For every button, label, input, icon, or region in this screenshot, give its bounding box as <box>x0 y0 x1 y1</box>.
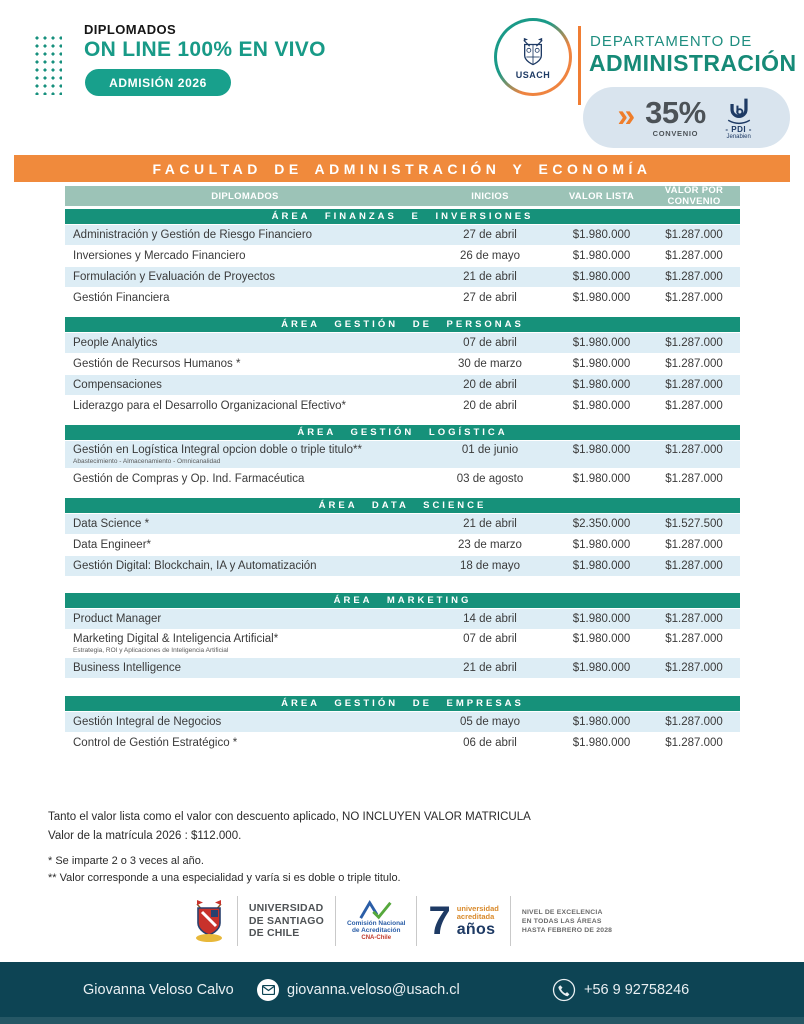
start-date: 20 de abril <box>463 379 517 391</box>
list-price: $1.980.000 <box>572 737 631 749</box>
start-date: 26 de mayo <box>459 250 521 262</box>
list-price: $1.980.000 <box>572 271 631 283</box>
admission-badge <box>85 69 231 96</box>
convenio-price: $1.527.500 <box>665 518 723 530</box>
list-price: $1.980.000 <box>572 358 631 370</box>
usach-logo <box>494 18 572 96</box>
table-row <box>65 630 740 657</box>
list-price: $1.980.000 <box>572 400 631 412</box>
program-name-cell <box>65 400 425 413</box>
start-date: 23 de marzo <box>458 539 522 551</box>
excellence-note <box>510 896 623 946</box>
accredited-years <box>416 896 509 946</box>
program-name-cell <box>65 737 425 750</box>
discount-badge <box>583 87 790 148</box>
list-price: $1.980.000 <box>572 662 631 674</box>
department-kicker: DEPARTAMENTO DE <box>590 33 753 50</box>
program-name: Control de Gestión Estratégico * <box>73 736 238 749</box>
kicker-title: DIPLOMADOS <box>84 22 177 37</box>
program-name-cell <box>65 229 425 242</box>
table-row <box>65 441 740 468</box>
program-name: Gestión Integral de Negocios <box>73 715 222 728</box>
section-title: ÁREA MARKETING <box>65 593 740 608</box>
convenio-price: $1.287.000 <box>665 716 723 728</box>
program-name-cell <box>65 539 425 552</box>
list-price: $2.350.000 <box>572 518 631 530</box>
table-section <box>65 209 740 308</box>
program-name: Gestión de Recursos Humanos * <box>73 357 241 370</box>
start-date: 30 de marzo <box>458 358 522 370</box>
table-section <box>65 498 740 576</box>
table-row <box>65 246 740 266</box>
university-name <box>237 896 335 946</box>
start-date: 07 de abril <box>463 337 517 349</box>
table-row <box>65 658 740 678</box>
program-name: Data Engineer* <box>73 538 151 551</box>
convenio-price: $1.287.000 <box>665 379 723 391</box>
program-name: Marketing Digital & Inteligencia Artificial* <box>73 633 279 645</box>
list-price: $1.980.000 <box>572 229 631 241</box>
contact-phone: +56 9 92758246 <box>584 981 690 998</box>
program-name: Gestión Financiera <box>73 291 170 304</box>
table-row <box>65 733 740 753</box>
table-row <box>65 333 740 353</box>
table-row <box>65 225 740 245</box>
program-name-cell <box>65 518 425 531</box>
start-date: 03 de agosto <box>456 473 524 485</box>
partner-name: - PDI - <box>725 124 752 134</box>
note-line: Valor de la matrícula 2026 : $112.000. <box>48 830 242 842</box>
program-name-cell <box>65 337 425 350</box>
program-name: Gestión Digital: Blockchain, IA y Automatización <box>73 559 317 572</box>
table-section <box>65 593 740 678</box>
start-date: 07 de abril <box>463 633 517 645</box>
list-price: $1.980.000 <box>572 716 631 728</box>
list-price: $1.980.000 <box>572 444 631 456</box>
convenio-price: $1.287.000 <box>665 560 723 572</box>
convenio-price: $1.287.000 <box>665 662 723 674</box>
list-price: $1.980.000 <box>572 337 631 349</box>
convenio-price: $1.287.000 <box>665 337 723 349</box>
convenio-price: $1.287.000 <box>665 358 723 370</box>
program-name-cell <box>65 292 425 305</box>
program-name-cell <box>65 271 425 284</box>
contact-email: giovanna.veloso@usach.cl <box>287 981 460 998</box>
admission-badge-label: ADMISIÓN 2026 <box>109 75 207 90</box>
university-name-line: UNIVERSIDAD <box>248 902 324 915</box>
list-price: $1.980.000 <box>572 539 631 551</box>
program-name-cell <box>65 441 425 466</box>
footnotes <box>48 808 531 887</box>
list-price: $1.980.000 <box>572 473 631 485</box>
discount-percent: 35% <box>645 95 706 130</box>
table-row <box>65 514 740 534</box>
excellence-line: NIVEL DE EXCELENCIA <box>521 908 603 916</box>
table-header-row <box>65 186 740 206</box>
cna-logo <box>335 896 417 946</box>
table-row <box>65 535 740 555</box>
discount-percent-block <box>645 97 706 138</box>
usach-crest-icon <box>518 35 548 69</box>
program-name-cell <box>65 630 425 655</box>
university-shield-icon <box>192 898 226 944</box>
program-name-cell <box>65 379 425 392</box>
contact-bar <box>0 962 804 1024</box>
list-price: $1.980.000 <box>572 379 631 391</box>
contact-phone-group <box>552 962 689 1017</box>
faculty-banner-title: FACULTAD DE ADMINISTRACIÓN Y ECONOMÍA <box>152 160 652 177</box>
contact-name: Giovanna Veloso Calvo <box>83 981 234 998</box>
faculty-banner <box>14 155 790 182</box>
start-date: 27 de abril <box>463 229 517 241</box>
cna-label-line: Comisión Nacional <box>346 919 406 927</box>
convenio-price: $1.287.000 <box>665 737 723 749</box>
start-date: 27 de abril <box>463 292 517 304</box>
convenio-price: $1.287.000 <box>665 271 723 283</box>
program-name: Compensaciones <box>73 378 162 391</box>
convenio-price: $1.287.000 <box>665 539 723 551</box>
page-title: ON LINE 100% EN VIVO <box>84 38 326 61</box>
convenio-price: $1.287.000 <box>665 613 723 625</box>
cna-label-line: CNA-Chile <box>361 934 392 941</box>
program-name-cell <box>65 613 425 626</box>
table-section <box>65 425 740 489</box>
start-date: 21 de abril <box>463 518 517 530</box>
note-line: ** Valor corresponde a una especialidad y varía si es doble o triple titulo. <box>48 872 401 884</box>
accreditation-strip <box>0 893 804 949</box>
program-table <box>65 186 740 753</box>
program-name: Business Intelligence <box>73 661 182 674</box>
program-name-cell <box>65 716 425 729</box>
column-header-inicios: INICIOS <box>471 190 509 202</box>
pdi-logo-icon <box>722 96 756 126</box>
table-row <box>65 288 740 308</box>
program-name: Inversiones y Mercado Financiero <box>73 249 246 262</box>
program-name-cell <box>65 560 425 573</box>
chevron-double-icon: » <box>617 96 636 133</box>
section-title: ÁREA DATA SCIENCE <box>65 498 740 513</box>
table-section <box>65 317 740 416</box>
header-divider <box>578 26 581 105</box>
table-row <box>65 375 740 395</box>
department-title: ADMINISTRACIÓN <box>589 50 797 76</box>
program-name: Administración y Gestión de Riesgo Financiero <box>73 228 313 241</box>
list-price: $1.980.000 <box>572 250 631 262</box>
list-price: $1.980.000 <box>572 613 631 625</box>
table-row <box>65 267 740 287</box>
contact-email-group <box>257 962 460 1017</box>
table-body <box>65 209 740 753</box>
section-title: ÁREA GESTIÓN DE PERSONAS <box>65 317 740 332</box>
column-header-valor-lista: VALOR LISTA <box>568 190 635 202</box>
program-name-cell <box>65 250 425 263</box>
table-section <box>65 696 740 753</box>
list-price: $1.980.000 <box>572 292 631 304</box>
section-title: ÁREA GESTIÓN LOGÍSTICA <box>65 425 740 440</box>
start-date: 20 de abril <box>463 400 517 412</box>
partner-logo <box>722 96 756 140</box>
table-row <box>65 556 740 576</box>
program-name-cell <box>65 358 425 371</box>
list-price: $1.980.000 <box>572 560 631 572</box>
cna-logo-icon <box>358 900 394 920</box>
convenio-price: $1.287.000 <box>665 229 723 241</box>
years-caption-line: acreditada <box>456 911 495 921</box>
dots-pattern <box>33 34 62 95</box>
start-date: 21 de abril <box>463 662 517 674</box>
start-date: 14 de abril <box>463 613 517 625</box>
excellence-line: HASTA FEBRERO DE 2028 <box>521 926 613 934</box>
program-subtitle: Estrategia, ROI y Aplicaciones de Inteligencia Artificial <box>73 647 229 654</box>
usach-logo-inner <box>497 21 569 93</box>
convenio-price: $1.287.000 <box>665 250 723 262</box>
phone-icon <box>552 978 576 1002</box>
program-name: Product Manager <box>73 612 162 625</box>
convenio-price: $1.287.000 <box>665 292 723 304</box>
convenio-price: $1.287.000 <box>665 633 723 645</box>
program-name: Formulación y Evaluación de Proyectos <box>73 270 275 283</box>
list-price: $1.980.000 <box>572 633 631 645</box>
note-line: * Se imparte 2 o 3 veces al año. <box>48 855 204 867</box>
program-name: Liderazgo para el Desarrollo Organizacional Efectivo* <box>73 399 346 412</box>
note-line: Tanto el valor lista como el valor con descuento aplicado, NO INCLUYEN VALOR MATRICULA <box>48 811 531 823</box>
start-date: 21 de abril <box>463 271 517 283</box>
cna-label-line: de Acreditación <box>351 927 401 935</box>
convenio-price: $1.287.000 <box>665 473 723 485</box>
program-name: People Analytics <box>73 336 158 349</box>
discount-label: CONVENIO <box>652 129 699 138</box>
convenio-price: $1.287.000 <box>665 400 723 412</box>
start-date: 06 de abril <box>463 737 517 749</box>
start-date: 05 de mayo <box>459 716 521 728</box>
column-header-diplomados: DIPLOMADOS <box>211 190 279 202</box>
table-row <box>65 712 740 732</box>
section-title: ÁREA GESTIÓN DE EMPRESAS <box>65 696 740 711</box>
column-header-valor-convenio: VALOR POR CONVENIO <box>664 185 724 207</box>
table-row <box>65 469 740 489</box>
envelope-icon <box>257 979 279 1001</box>
table-row <box>65 609 740 629</box>
program-name: Gestión en Logística Integral opcion doble o triple titulo** <box>73 444 362 456</box>
years-number: 7 <box>428 899 451 943</box>
start-date: 18 de mayo <box>459 560 521 572</box>
excellence-line: EN TODAS LAS ÁREAS <box>521 917 602 925</box>
usach-logo-label: USACH <box>515 69 551 80</box>
program-subtitle: Abastecimiento - Almacenamiento - Omnicanalidad <box>73 458 221 465</box>
program-name-cell <box>65 662 425 675</box>
university-name-line: DE SANTIAGO <box>248 914 324 927</box>
table-row <box>65 396 740 416</box>
university-name-line: DE CHILE <box>248 927 300 940</box>
start-date: 01 de junio <box>461 444 519 456</box>
program-name-cell <box>65 473 425 486</box>
partner-subname: Jenabien <box>726 133 751 140</box>
university-crest <box>181 896 237 946</box>
convenio-price: $1.287.000 <box>665 444 723 456</box>
table-row <box>65 354 740 374</box>
program-name: Data Science * <box>73 517 150 530</box>
years-caption-line: universidad <box>456 903 499 913</box>
program-name: Gestión de Compras y Op. Ind. Farmacéutica <box>73 472 305 485</box>
section-title: ÁREA FINANZAS E INVERSIONES <box>65 209 740 224</box>
years-word: años <box>456 920 496 938</box>
